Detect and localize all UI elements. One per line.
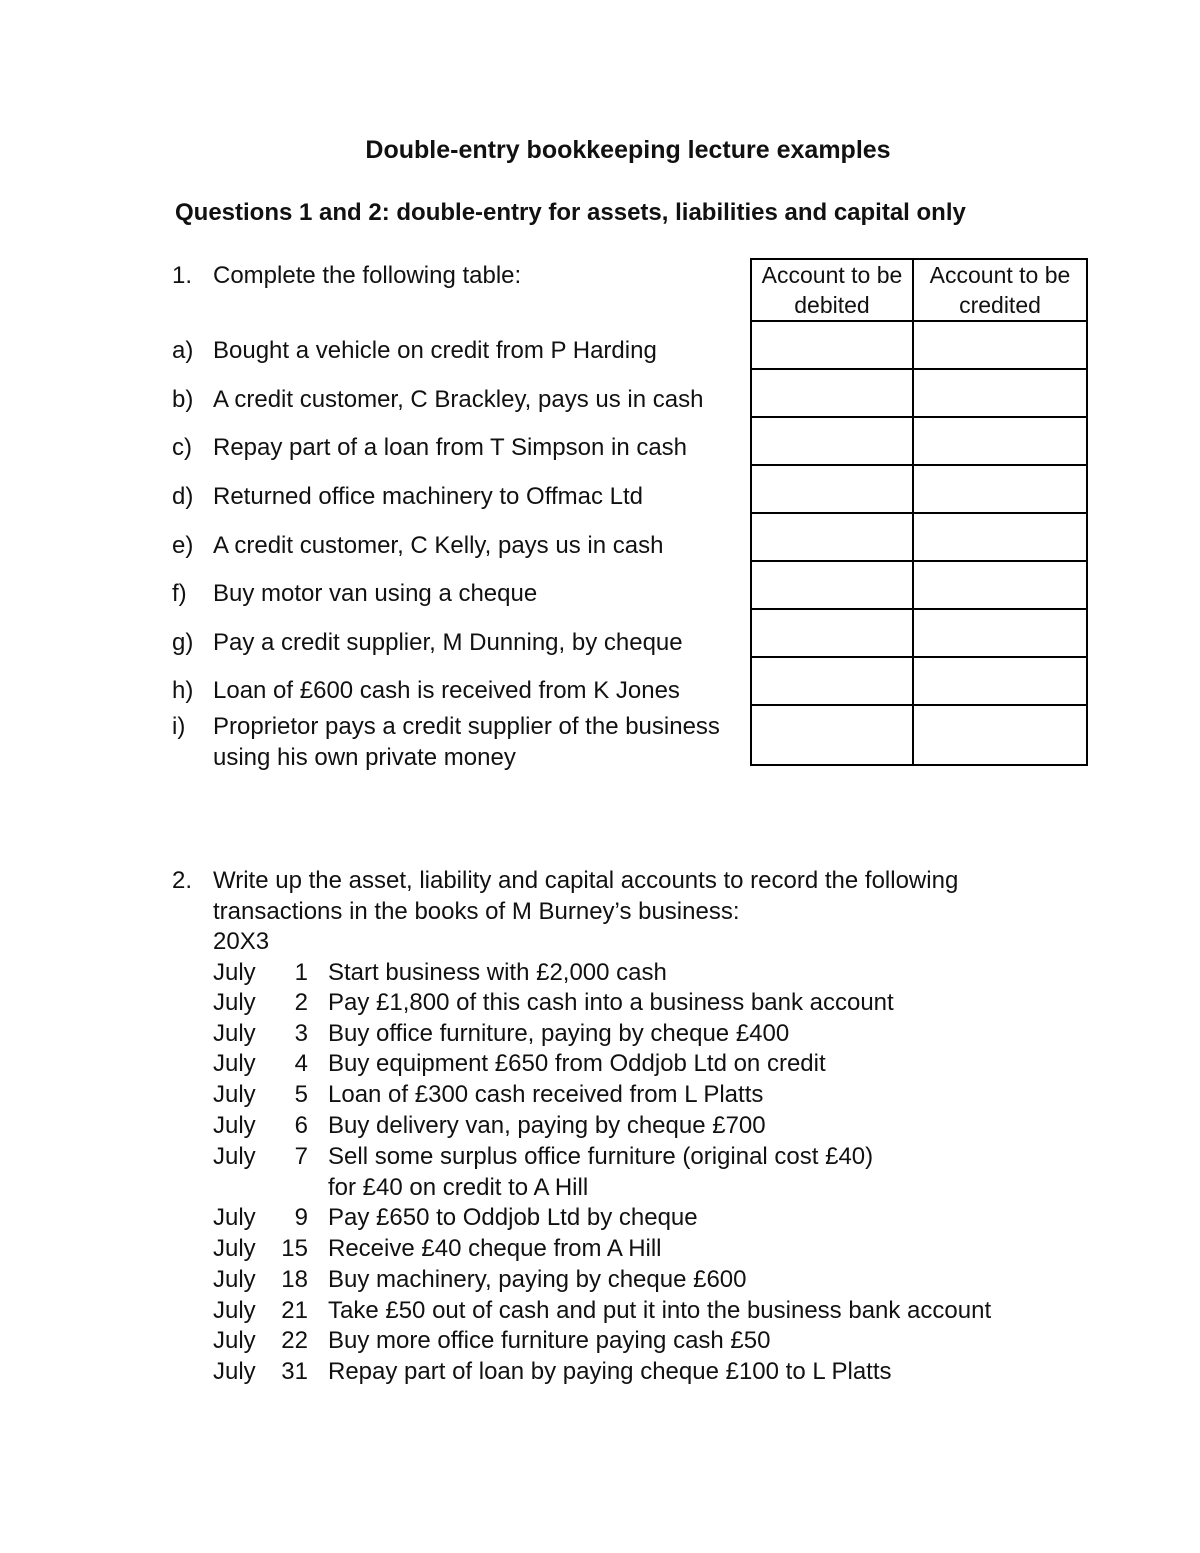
credit-cell-b[interactable] bbox=[913, 369, 1087, 417]
answer-table-header bbox=[751, 259, 1087, 321]
table-row bbox=[751, 561, 1087, 609]
credit-cell-g[interactable] bbox=[913, 609, 1087, 657]
entry-day: 5 bbox=[294, 1081, 308, 1108]
entry-day: 7 bbox=[294, 1143, 308, 1170]
debit-cell-d[interactable] bbox=[751, 465, 913, 513]
question-2-number: 2. bbox=[172, 867, 193, 894]
table-row bbox=[751, 417, 1087, 465]
entry-month: July bbox=[213, 1050, 256, 1077]
item-g-text: Pay a credit supplier, M Dunning, by cheque bbox=[213, 629, 683, 656]
question-2-intro-line2: transactions in the books of M Burney’s business: bbox=[213, 898, 740, 925]
item-h-text: Loan of £600 cash is received from K Jones bbox=[213, 677, 680, 704]
entry-description: Repay part of loan by paying cheque £100 to L Platts bbox=[328, 1358, 892, 1385]
entry-month: July bbox=[213, 1266, 256, 1293]
answer-table bbox=[750, 258, 1088, 766]
item-a-text: Bought a vehicle on credit from P Harding bbox=[213, 337, 657, 364]
entry-month: July bbox=[213, 1358, 256, 1385]
entry-month: July bbox=[213, 1020, 256, 1047]
document-title: Double-entry bookkeeping lecture examples bbox=[365, 136, 891, 164]
entry-day: 21 bbox=[281, 1297, 308, 1324]
question-2-year: 20X3 bbox=[213, 928, 270, 955]
entry-month: July bbox=[213, 1081, 256, 1108]
header-credit: Account to be credited bbox=[913, 259, 1087, 321]
item-i-text-continued: using his own private money bbox=[213, 744, 516, 771]
item-b-text: A credit customer, C Brackley, pays us in cash bbox=[213, 386, 704, 413]
entry-day: 9 bbox=[294, 1204, 308, 1231]
item-i-text: Proprietor pays a credit supplier of the business bbox=[213, 713, 720, 740]
item-e-text: A credit customer, C Kelly, pays us in cash bbox=[213, 532, 664, 559]
entry-description-continued: for £40 on credit to A Hill bbox=[328, 1174, 589, 1201]
entry-day: 4 bbox=[294, 1050, 308, 1077]
credit-cell-a[interactable] bbox=[913, 321, 1087, 369]
item-d-letter: d) bbox=[172, 483, 194, 510]
debit-cell-c[interactable] bbox=[751, 417, 913, 465]
entry-day: 2 bbox=[294, 989, 308, 1016]
credit-cell-h[interactable] bbox=[913, 657, 1087, 705]
entry-description: Loan of £300 cash received from L Platts bbox=[328, 1081, 764, 1108]
item-g-letter: g) bbox=[172, 629, 194, 656]
credit-cell-d[interactable] bbox=[913, 465, 1087, 513]
table-row bbox=[751, 657, 1087, 705]
question-2-intro-line1: Write up the asset, liability and capital accounts to record the following bbox=[213, 867, 959, 894]
item-e-letter: e) bbox=[172, 532, 194, 559]
header-debit: Account to be debited bbox=[751, 259, 913, 321]
credit-cell-i[interactable] bbox=[913, 705, 1087, 765]
entry-description: Receive £40 cheque from A Hill bbox=[328, 1235, 662, 1262]
entry-description: Buy equipment £650 from Oddjob Ltd on credit bbox=[328, 1050, 826, 1077]
debit-cell-i[interactable] bbox=[751, 705, 913, 765]
credit-cell-e[interactable] bbox=[913, 513, 1087, 561]
item-f-letter: f) bbox=[172, 580, 187, 607]
entry-day: 22 bbox=[281, 1327, 308, 1354]
item-b-letter: b) bbox=[172, 386, 194, 413]
entry-description: Buy office furniture, paying by cheque £400 bbox=[328, 1020, 790, 1047]
section-heading: Questions 1 and 2: double-entry for assets, liabilities and capital only bbox=[175, 199, 966, 226]
entry-month: July bbox=[213, 989, 256, 1016]
credit-cell-c[interactable] bbox=[913, 417, 1087, 465]
item-c-text: Repay part of a loan from T Simpson in cash bbox=[213, 434, 688, 461]
entry-month: July bbox=[213, 1297, 256, 1324]
entry-description: Buy delivery van, paying by cheque £700 bbox=[328, 1112, 766, 1139]
question-1-instruction: Complete the following table: bbox=[213, 262, 522, 289]
entry-day: 1 bbox=[294, 959, 308, 986]
debit-cell-f[interactable] bbox=[751, 561, 913, 609]
entry-month: July bbox=[213, 1327, 256, 1354]
entry-day: 3 bbox=[294, 1020, 308, 1047]
table-row bbox=[751, 369, 1087, 417]
entry-day: 6 bbox=[294, 1112, 308, 1139]
debit-cell-b[interactable] bbox=[751, 369, 913, 417]
debit-cell-h[interactable] bbox=[751, 657, 913, 705]
debit-cell-e[interactable] bbox=[751, 513, 913, 561]
table-row bbox=[751, 465, 1087, 513]
debit-cell-a[interactable] bbox=[751, 321, 913, 369]
entry-description: Start business with £2,000 cash bbox=[328, 959, 667, 986]
entry-description: Take £50 out of cash and put it into the business bank account bbox=[328, 1297, 992, 1324]
entry-month: July bbox=[213, 1204, 256, 1231]
entry-month: July bbox=[213, 1112, 256, 1139]
entry-description: Pay £650 to Oddjob Ltd by cheque bbox=[328, 1204, 698, 1231]
item-c-letter: c) bbox=[172, 434, 192, 461]
entry-description: Pay £1,800 of this cash into a business bank account bbox=[328, 989, 894, 1016]
table-row bbox=[751, 705, 1087, 765]
item-d-text: Returned office machinery to Offmac Ltd bbox=[213, 483, 643, 510]
entry-day: 15 bbox=[281, 1235, 308, 1262]
entry-month: July bbox=[213, 959, 256, 986]
item-i-letter: i) bbox=[172, 713, 186, 740]
item-a-letter: a) bbox=[172, 337, 194, 364]
entry-description: Buy machinery, paying by cheque £600 bbox=[328, 1266, 747, 1293]
table-row bbox=[751, 609, 1087, 657]
item-h-letter: h) bbox=[172, 677, 194, 704]
table-row bbox=[751, 513, 1087, 561]
entry-day: 18 bbox=[281, 1266, 308, 1293]
debit-cell-g[interactable] bbox=[751, 609, 913, 657]
entry-month: July bbox=[213, 1235, 256, 1262]
entry-day: 31 bbox=[281, 1358, 308, 1385]
entry-description: Sell some surplus office furniture (original cost £40) bbox=[328, 1143, 874, 1170]
entry-description: Buy more office furniture paying cash £50 bbox=[328, 1327, 771, 1354]
table-row bbox=[751, 321, 1087, 369]
question-1-number: 1. bbox=[172, 262, 193, 289]
entry-month: July bbox=[213, 1143, 256, 1170]
credit-cell-f[interactable] bbox=[913, 561, 1087, 609]
item-f-text: Buy motor van using a cheque bbox=[213, 580, 538, 607]
